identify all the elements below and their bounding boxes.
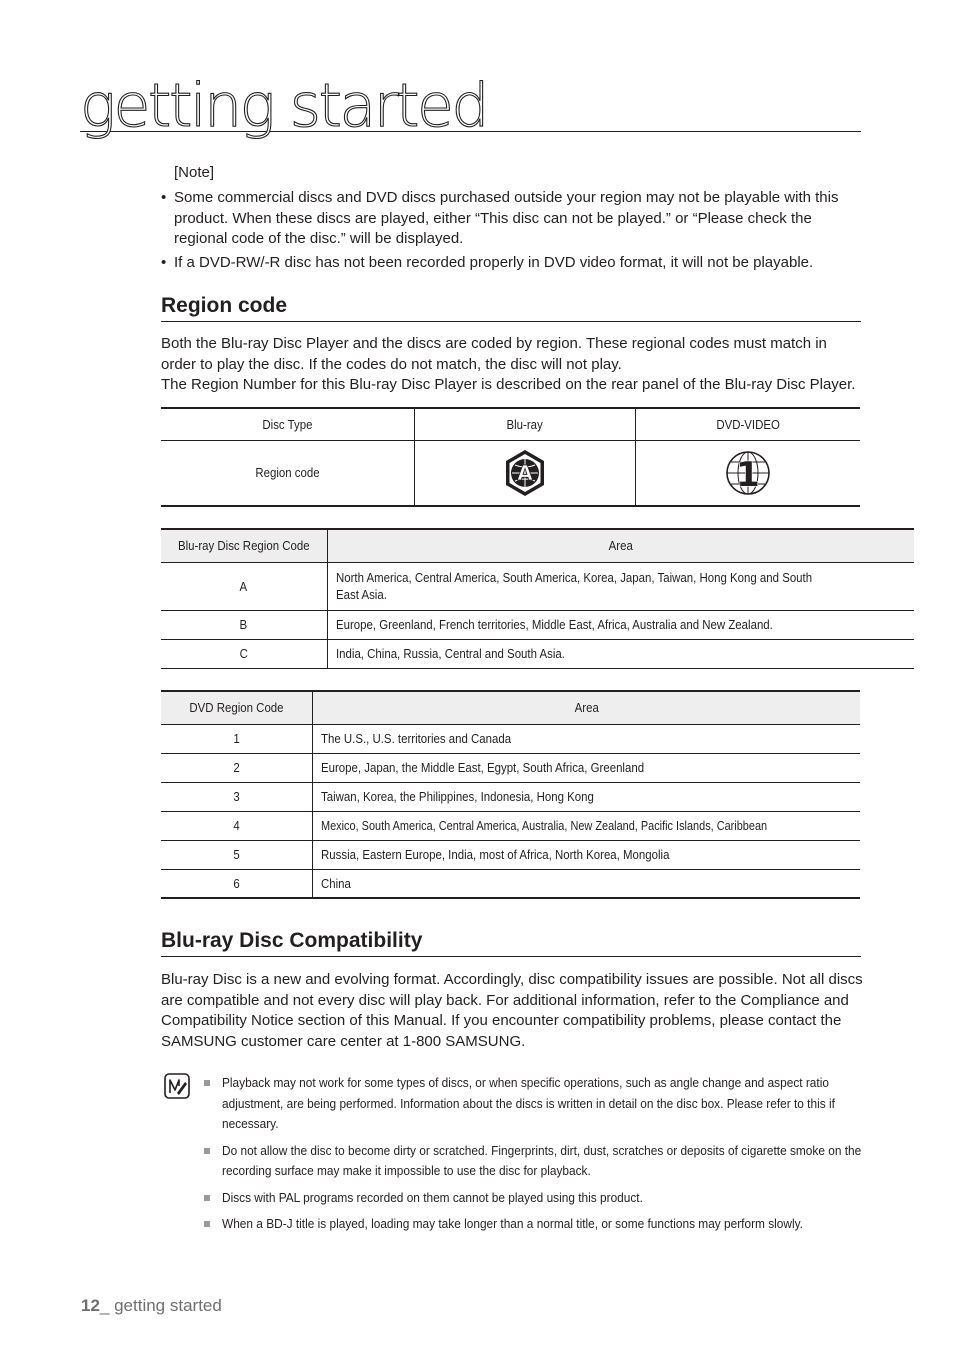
table-row [161, 811, 860, 840]
region-code-cell: B [161, 610, 327, 639]
table-header: Blu-ray [414, 408, 635, 440]
table-cell [414, 440, 635, 506]
note-list [161, 188, 861, 276]
dvd-region-1-globe-icon [724, 449, 772, 497]
page-number: 12 [81, 1296, 100, 1315]
table-row [161, 869, 860, 898]
disc-type-table [161, 407, 860, 507]
list-item: Do not allow the disc to become dirty or scratched. Fingerprints, dirt, dust, scratches or deposits of cigarette smoke on the recording surface may make it impossible to use the disc for playback. [204, 1141, 860, 1182]
bullet-square [204, 1221, 210, 1227]
svg-text:A: A [516, 460, 533, 485]
table-row [161, 782, 860, 811]
region-code-cell: 3 [161, 782, 312, 811]
note-label: [Note] [174, 164, 215, 181]
region-area-cell: The U.S., U.S. territories and Canada [312, 724, 860, 753]
table-row [161, 562, 914, 610]
table-row [161, 639, 914, 668]
list-item: Discs with PAL programs recorded on them cannot be played using this product. [204, 1188, 860, 1209]
list-item: Playback may not work for some types of discs, or when specific operations, such as angle change and aspect ratio adjustment, are being performed. Information about the discs is written in detail on the disc box. Please refer to this if necessary. [204, 1073, 860, 1135]
region-area-cell: North America, Central America, South America, Korea, Japan, Taiwan, Hong Kong and South East Asia. [327, 562, 914, 610]
region-code-cell: 4 [161, 811, 312, 840]
bullet: • [161, 189, 167, 206]
region-area-cell: Taiwan, Korea, the Philippines, Indonesia, Hong Kong [312, 782, 860, 811]
list-item: When a BD-J title is played, loading may take longer than a normal title, or some functions may perform slowly. [204, 1214, 860, 1235]
bullet: • [161, 253, 167, 271]
compatibility-paragraph: Blu-ray Disc is a new and evolving format. Accordingly, disc compatibility issues are possible. Not all discs are compatible and not every disc will play back. For additional information, refer to the Compliance and Compatibility Notice section of this Manual. If you encounter compatibility problems, please contact the SAMSUNG customer care center at 1-800 SAMSUNG. [161, 971, 863, 1050]
region-code-paragraph: Both the Blu-ray Disc Player and the discs are coded by region. These regional codes must match in order to play the disc. If the codes do not match, the disc will not play. The Region Number for this Blu-ray Disc Player is described on the rear panel of the Blu-ray Disc Player. [161, 335, 856, 393]
region-code-cell: A [161, 562, 327, 610]
table-header: DVD-VIDEO [635, 408, 860, 440]
footer-label: _ getting started [99, 1296, 222, 1315]
region-area-cell: Mexico, South America, Central America, Australia, New Zealand, Pacific Islands, Caribbean [312, 811, 860, 840]
region-code-cell: 2 [161, 753, 312, 782]
bullet-square [204, 1080, 210, 1086]
svg-text:1: 1 [735, 454, 760, 495]
region-area-cell: India, China, Russia, Central and South Asia. [327, 639, 914, 668]
region-code-cell: 5 [161, 840, 312, 869]
table-row [161, 840, 860, 869]
table-row [161, 610, 914, 639]
dvd-region-table [161, 690, 860, 899]
table-row [161, 724, 860, 753]
compatibility-notes-list [204, 1073, 860, 1241]
note-item: • If a DVD-RW/-R disc has not been recorded properly in DVD video format, it will not be playable. [161, 253, 861, 274]
table-header: Area [327, 529, 914, 562]
bluray-region-table [161, 528, 914, 669]
chapter-title-text: getting started [80, 71, 487, 141]
table-cell: Region code [161, 440, 414, 506]
table-row [161, 753, 860, 782]
bluray-region-a-icon [503, 449, 547, 497]
note-item: • Some commercial discs and DVD discs purchased outside your region may not be playable with this product. When these discs are played, either “This disc can not be played.” or “Please check the regional code of the disc.” will be displayed. [161, 189, 839, 247]
region-area-cell: China [312, 869, 860, 898]
table-header: DVD Region Code [161, 691, 312, 724]
table-cell [635, 440, 860, 506]
chapter-title [80, 70, 861, 141]
region-area-cell: Europe, Japan, the Middle East, Egypt, South Africa, Greenland [312, 753, 860, 782]
note-pencil-icon [164, 1073, 190, 1099]
table-header: Disc Type [161, 408, 414, 440]
region-code-cell: C [161, 639, 327, 668]
page-footer [81, 1296, 222, 1316]
bullet-square [204, 1195, 210, 1201]
region-code-cell: 1 [161, 724, 312, 753]
table-header: Blu-ray Disc Region Code [161, 529, 327, 562]
region-area-cell: Europe, Greenland, French territories, Middle East, Africa, Australia and New Zealand. [327, 610, 914, 639]
section-heading-compatibility: Blu-ray Disc Compatibility [161, 928, 861, 957]
region-area-cell: Russia, Eastern Europe, India, most of Africa, North Korea, Mongolia [312, 840, 860, 869]
section-heading-region-code: Region code [161, 293, 861, 322]
bullet-square [204, 1148, 210, 1154]
table-header: Area [312, 691, 860, 724]
region-code-cell: 6 [161, 869, 312, 898]
